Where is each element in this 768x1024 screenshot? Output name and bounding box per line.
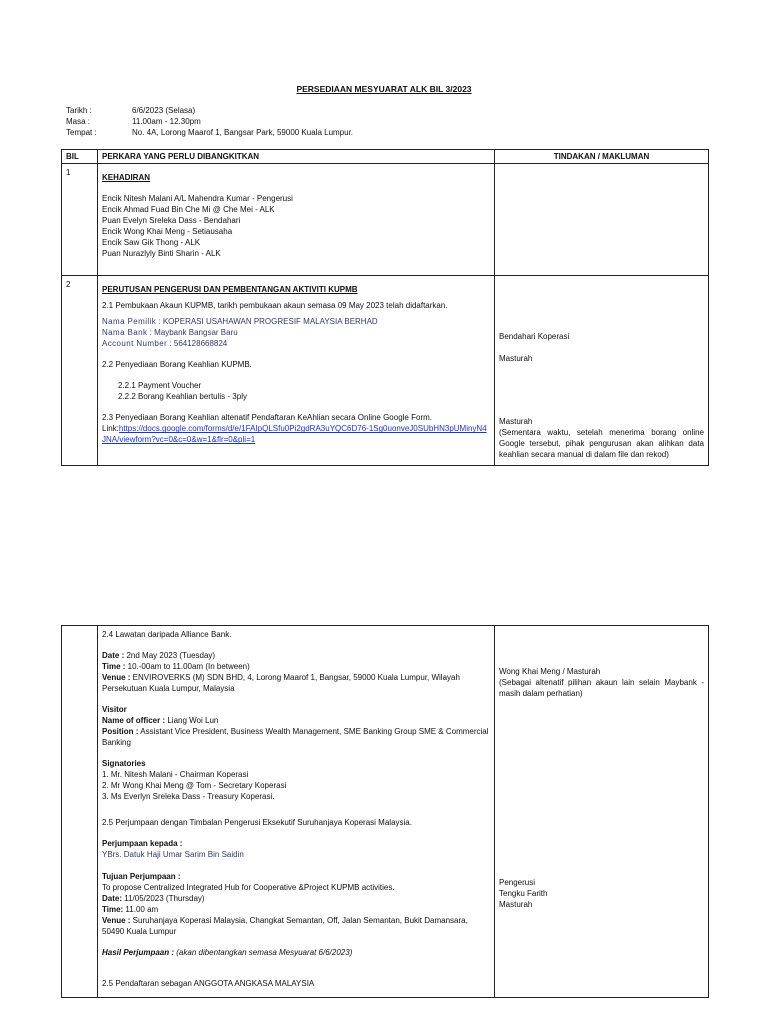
- account-bank: Nama Bank : Maybank Bangsar Baru: [102, 328, 238, 338]
- action-masturah: Masturah: [499, 354, 533, 364]
- item-2-2-1: 2.2.1 Payment Voucher: [118, 381, 202, 391]
- attendee-item: Encik Ahmad Fuad Bin Che Mi @ Che Mei - ALK: [102, 205, 275, 215]
- attendee-item: Puan Nurazlyly Binti Sharin - ALK: [102, 249, 221, 259]
- tujuan-label: Tujuan Perjumpaan :: [102, 871, 181, 881]
- visitor-officer: Name of officer : Liang Woi Lun: [102, 716, 219, 726]
- header-perkara: PERKARA YANG PERLU DIBANGKITKAN: [98, 150, 495, 164]
- row-tindakan: [495, 276, 709, 466]
- form-link[interactable]: https://docs.google.com/forms/d/e/1FAIpQLSfu0Pi2gdRA3uYQC6D76-1Sg0uonveJ0SUbHN3pUMinyN4JNA/viewform?vc=0&c=0&w=1&flr=0&pli=1: [102, 424, 487, 445]
- action-tengku: Tengku Farith: [499, 889, 548, 899]
- meta-tarikh: [66, 105, 353, 116]
- perjumpaan-label: Perjumpaan kepada :: [102, 839, 183, 849]
- meta-value: No. 4A, Lorong Maarof 1, Bangsar Park, 59000 Kuala Lumpur.: [132, 128, 354, 137]
- table-row: [62, 626, 709, 998]
- section-heading: KEHADIRAN: [102, 173, 150, 183]
- meeting-meta: [66, 105, 353, 138]
- row-tindakan: [495, 626, 709, 998]
- visit-time: Time : 10.-00am to 11.00am (In between): [102, 662, 250, 672]
- meta-masa: [66, 116, 353, 127]
- action-wong: Wong Khai Meng / Masturah: [499, 667, 601, 676]
- table-row: [62, 164, 709, 276]
- meta-tempat: [66, 127, 353, 138]
- row-bil: [62, 626, 98, 998]
- item-2-5b: 2.5 Pendaftaran sebagan ANGGOTA ANGKASA MALAYSIA: [102, 978, 315, 988]
- attendee-item: Encik Wong Khai Meng - Setiausaha: [102, 227, 233, 237]
- table-row: [62, 276, 709, 466]
- google-form-link: Link:https://docs.google.com/forms/d/e/1FAIpQLSfu0Pi2gdRA3uYQC6D76-1Sg0uonveJ0SUbHN3pUMinyN4JNA/viewform?vc=0&c=0&w=1&flr=0&pli=1: [102, 424, 487, 445]
- item-2-3: 2.3 Penyediaan Borang Keahlian altenatif Pendaftaran KeAhlian secara Online Google Form.: [102, 413, 432, 423]
- agenda-table: [61, 149, 709, 466]
- meta-value: 11.00am - 12.30pm: [132, 117, 201, 126]
- row-tindakan: [495, 164, 709, 276]
- hasil-perjumpaan: Hasil Perjumpaan : (akan dibentangkan semasa Mesyuarat 6/6/2023): [102, 947, 353, 957]
- signatory-item: 3. Ms Everlyn Sreleka Dass - Treasury Koperasi.: [102, 792, 275, 802]
- row-perkara: [98, 164, 495, 276]
- signatory-item: 1. Mr. Nitesh Malani - Chairman Koperasi: [102, 770, 249, 780]
- visitor-heading: Visitor: [102, 705, 127, 715]
- item-2-4: 2.4 Lawatan daripada Alliance Bank.: [102, 630, 232, 639]
- row-bil: 1: [62, 164, 98, 276]
- tujuan-value: To propose Centralized Integrated Hub for Cooperative &Project KUPMB activities.: [102, 882, 395, 892]
- meta-key: Tarikh :: [66, 106, 92, 115]
- action-note: (Sementara waktu, setelah menerima borang online Google tersebut, pihak pengurusan akan alihkan data keahlian secara manual di dalam file dan rekod): [499, 428, 704, 460]
- row-perkara: [98, 626, 495, 998]
- table-header-row: [62, 150, 709, 164]
- action-bendahari: Bendahari Koperasi: [499, 332, 570, 342]
- action-masturah: Masturah: [499, 900, 533, 910]
- visit-date: Date : 2nd May 2023 (Tuesday): [102, 651, 216, 661]
- meta-key: Tempat :: [66, 128, 97, 137]
- account-owner: Nama Pemilik : KOPERASI USAHAWAN PROGRESIF MALAYSIA BERHAD: [102, 317, 378, 327]
- meta-key: Masa :: [66, 117, 91, 126]
- visit-venue: Venue : ENVIROVERKS (M) SDN BHD, 4, Lorong Maarof 1, Bangsar, 59000 Kuala Lumpur, Wilayah Persekutuan Kuala Lumpur, Malaysia: [102, 673, 460, 694]
- document-title: PERSEDIAAN MESYUARAT ALK BIL 3/2023: [296, 84, 472, 94]
- item-2-5: 2.5 Perjumpaan dengan Timbalan Pengerusi Eksekutif Suruhanjaya Koperasi Malaysia.: [102, 818, 412, 828]
- section-heading: PERUTUSAN PENGERUSI DAN PEMBENTANGAN AKTIVITI KUPMB: [102, 285, 358, 295]
- attendee-item: Encik Nitesh Malani A/L Mahendra Kumar - Pengerusi: [102, 194, 293, 204]
- account-number: Account Number : 564128668824: [102, 339, 228, 349]
- agenda-table-continued: [61, 625, 709, 998]
- signatories-heading: Signatories: [102, 759, 146, 769]
- action-wong-note: (Sebagai altenatif pilihan akaun lain selain Maybank - masih dalam perhatian): [499, 678, 704, 699]
- meeting-time: Time: 11.00 am: [102, 904, 159, 914]
- visitor-position: Position : Assistant Vice President, Business Wealth Management, SME Banking Group SME & Commercial Banking: [102, 727, 489, 748]
- row-bil: 2: [62, 276, 98, 466]
- item-2-2-2: 2.2.2 Borang Keahlian bertulis - 3ply: [118, 392, 247, 402]
- item-2-2: 2.2 Penyediaan Borang Keahlian KUPMB.: [102, 360, 252, 370]
- header-bil: BIL: [62, 150, 98, 164]
- meeting-venue: Venue : Suruhanjaya Koperasi Malaysia, Changkat Semantan, Off, Jalan Semantan, Bukit Damansara, 50490 Kuala Lumpur: [102, 915, 468, 936]
- action-pengerusi: Pengerusi: [499, 878, 536, 888]
- action-masturah: Masturah: [499, 417, 533, 427]
- header-tindakan: TINDAKAN / MAKLUMAN: [495, 150, 709, 164]
- perjumpaan-value: YBrs. Datuk Haji Umar Sarim Bin Saidin: [102, 850, 244, 860]
- item-2-1: 2.1 Pembukaan Akaun KUPMB, tarikh pembukaan akaun semasa 09 May 2023 telah didaftarkan.: [102, 301, 448, 311]
- meta-value: 6/6/2023 (Selasa): [132, 106, 196, 115]
- attendee-item: Encik Saw Gik Thong - ALK: [102, 238, 201, 248]
- signatory-item: 2. Mr Wong Khai Meng @ Tom - Secretary Koperasi: [102, 781, 287, 791]
- row-perkara: [98, 276, 495, 466]
- meeting-date: Date: 11/05/2023 (Thursday): [102, 893, 205, 903]
- attendee-item: Puan Evelyn Sreleka Dass - Bendahari: [102, 216, 241, 226]
